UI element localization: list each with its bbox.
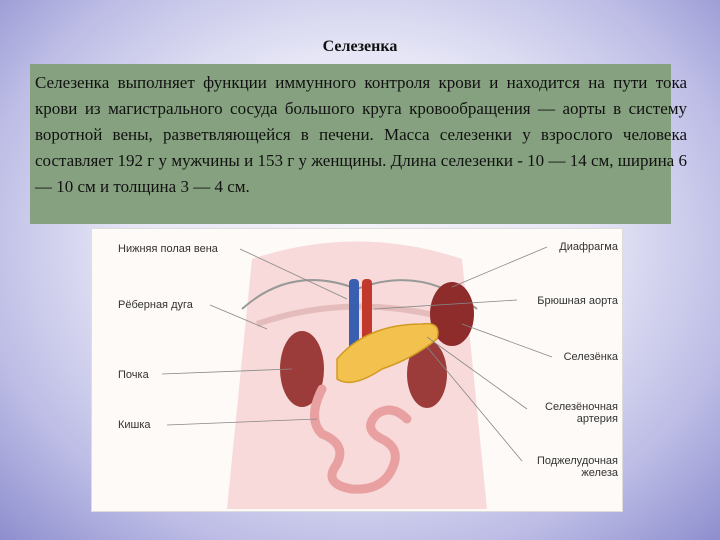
label-abdominal-aorta: Брюшная аорта	[537, 295, 618, 307]
label-splenic-artery: Селезёночная артерия	[545, 401, 618, 425]
label-spleen: Селезёнка	[563, 351, 618, 363]
label-pancreas: Поджелудочная железа	[536, 455, 618, 479]
label-inferior-vena-cava: Нижняя полая вена	[118, 243, 218, 255]
anatomy-figure	[91, 228, 623, 512]
label-intestine: Кишка	[118, 419, 151, 431]
label-rib-arc: Рёберная дуга	[118, 299, 193, 311]
body-text: Селезенка выполняет функции иммунного контроля крови и находится на пути тока крови из магистрального сосуда большого круга кровообращения — аорты в систему воротной вены, разветвляющейся в печени. Масса селезенки у взрослого человека составляет 192 г у мужчины и 153 г у женщины. Длина селезенки - 10 — 14 см, ширина 6 — 10 см и толщина 3 — 4 см.	[35, 73, 687, 196]
page-title: Селезенка	[322, 38, 398, 55]
label-diaphragm: Диафрагма	[559, 241, 618, 253]
label-kidney: Почка	[118, 369, 149, 381]
